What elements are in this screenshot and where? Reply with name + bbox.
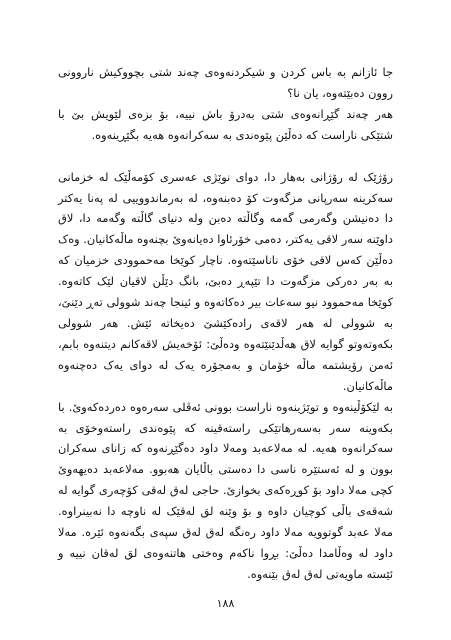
document-page [58,62,393,585]
paragraph-2: هەر چەند گێڕانەوەی شتی بەدرۆ باش نییە، بۆ بزەی لێویش بێ با شتێکی ناراست کە دەڵێن پێوەندی بە سەکرانەوە هەیە بگێڕینەوە. [58,106,393,142]
page-number: ١٨٨ [216,597,235,610]
paragraph-3: رۆژێک لە رۆژانی بەهار دا، دوای نوێژی عەسری کۆمەڵێک لە خزمانی سەکرینە سەرپانی مزگەوت کۆ دەبنەوە، لە بەرماندووییی لە پەنا یەکتر دا دەنیشن وگەرمی گەمە وگاڵتە دەبن ولە دنیای گاڵتە وگەمە دا، لاق داوێنە سەر لاقی یەکتر، دەمی خۆرئاوا دەیانەوێ بچنەوە ماڵەکانیان. وەک دەڵێن کەس لاقی خۆی ناناسێتەوە. ناچار کوێخا مەحموودی خزمیان کە بە بەر دەرکی مزگەوت دا تێپەڕ دەبێ، بانگ دێڵن لاقیان لێک کاتەوە. کوێخا مەحموود نیو سەعات بیر دەکاتەوە و ئینجا چەند شوولی تەڕ دێنێ، بە شوولی لە هەر لاقەی رادەکێشێ دەیخاتە ئێش. هەر شوولی بکەوتەوتو گوایە لاق هەڵدێنێتەوە ودەڵێ: ئۆخەیش لاقەکانم دیتنەوە بابم، ئەمن رۆیشتمە ماڵە خۆمان و بەمجۆرە یەک لە دوای یەک دەچنەوە ماڵەکانیان. [58,169,393,393]
paragraph-4: بە لێکۆڵینەوە و توێژینەوە ناراست بوونی ئەڤلی سەرەوە دەردەکەوێ. با بکەوینە سەر بەسەرهاتێکی راستەقینە کە پێوەندی راستەوخۆی بە سەکرانەوە هەیە. لە مەلاعەبد ومەلا داود دەگێڕنەوە کە زانای سەکران بوون و لە ئەستێرە ناسی دا دەستی باڵایان هەبوو. مەلاعەبد دەیهەوێ کچی مەلا داود بۆ کوڕەکەی بخوازێ. حاجی لەق لەقی کۆچەری گوایە لە شەقەی باڵی کوچیان داوە و بۆ وێنە لق لەقێک لە ناوچە دا نەبینراوە. مەلا عەبد گوتوویە مەلا داود رەنگە لەق لەق سپەی بگەنەوە ئێرە. مەلا داود لە وەڵامدا دەڵێ: بڕوا ناکەم وەختی هاتنەوەی لق لەقان نییە و ئێستە ماویەتی لەق لەق بێنەوە. [58,399,393,581]
paragraph-1: جا ئازانم بە باس کردن و شیکردنەوەی چەند شتی بچووکیش ناروونی روون دەبێتەوە، یان نا؟ [58,65,393,100]
